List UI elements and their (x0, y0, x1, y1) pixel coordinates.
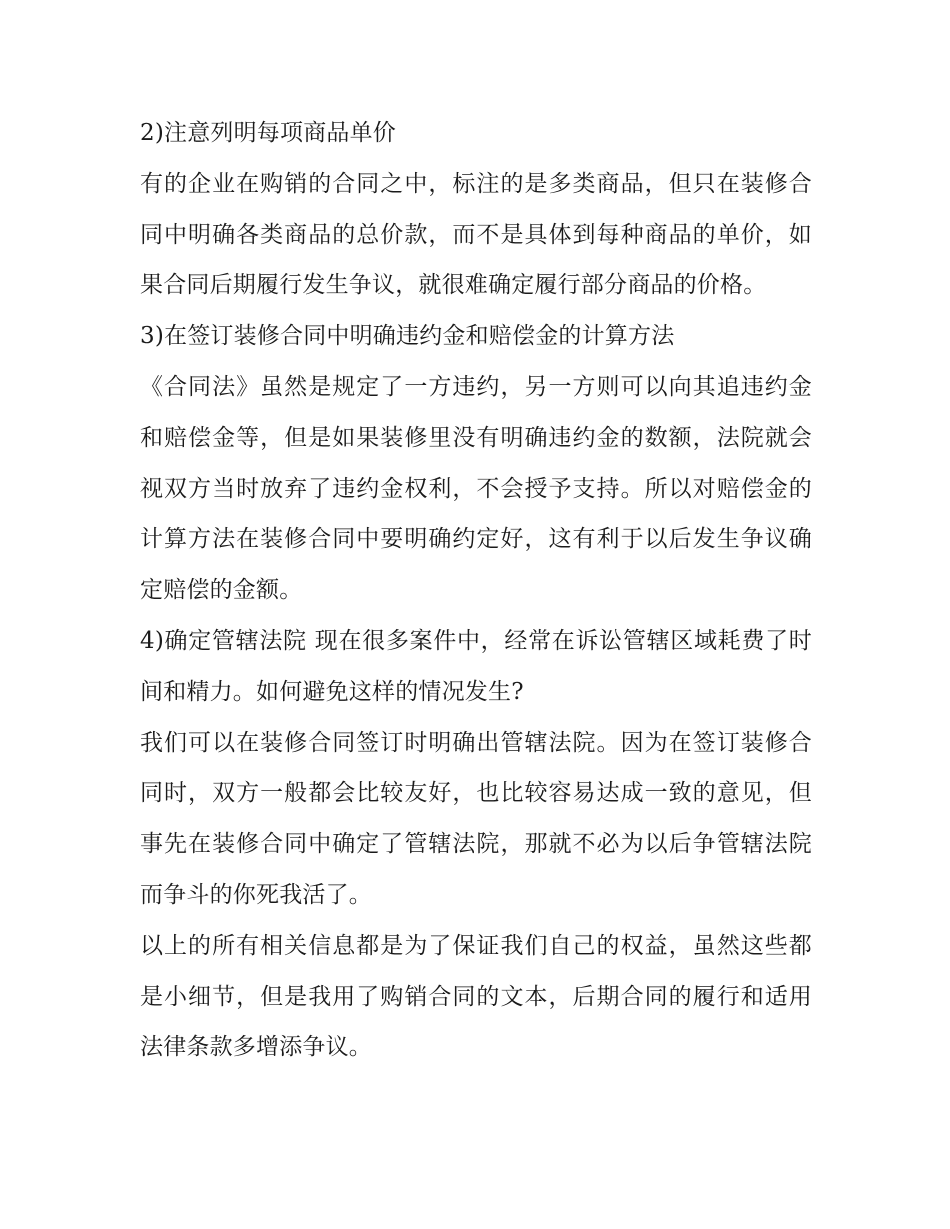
heading-penalty-calculation: 3)在签订装修合同中明确违约金和赔偿金的计算方法 (140, 323, 675, 350)
heading-jurisdiction-court: 4)确定管辖法院 现在很多案件中，经常在诉讼管辖区域耗费了时间和精力。如何避免这样的情况发生? (140, 627, 812, 705)
paragraph-unit-price: 有的企业在购销的合同之中，标注的是多类商品，但只在装修合同中明确各类商品的总价款，而不是具体到每种商品的单价，如果合同后期履行发生争议，就很难确定履行部分商品的价格。 (140, 170, 812, 299)
heading-unit-price: 2)注意列明每项商品单价 (140, 120, 397, 146)
paragraph-penalty-calculation: 《合同法》虽然是规定了一方违约，另一方则可以向其追违约金和赔偿金等，但是如果装修里没有明确违约金的数额，法院就会视双方当时放弃了违约金权利，不会授予支持。所以对赔偿金的计算方法在装修合同中要明确约定好，这有利于以后发生争议确定赔偿的金额。 (140, 373, 812, 604)
paragraph-conclusion: 以上的所有相关信息都是为了保证我们自己的权益，虽然这些都是小细节，但是我用了购销合同的文本，后期合同的履行和适用法律条款多增添争议。 (140, 932, 812, 1061)
document-body (140, 108, 812, 1073)
paragraph-jurisdiction-court: 我们可以在装修合同签订时明确出管辖法院。因为在签订装修合同时，双方一般都会比较友好，也比较容易达成一致的意见，但事先在装修合同中确定了管辖法院，那就不必为以后争管辖法院而争斗的你死我活了。 (140, 729, 812, 908)
